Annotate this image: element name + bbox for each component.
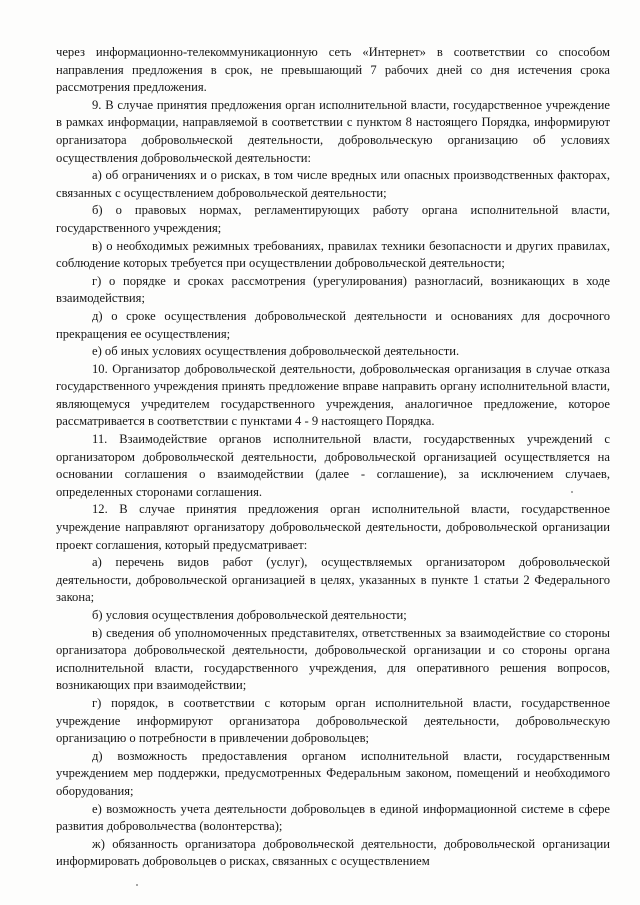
paragraph-9-g: г) о порядке и сроках рассмотрения (урегулирования) разногласий, возникающих в ходе взаимодействия; — [56, 273, 610, 306]
paragraph-12-g: г) порядок, в соответствии с которым орган исполнительной власти, государственное учреждение информируют организатора добровольческой деятельности, добровольческую организацию о потребности в привлечении добровольцев; — [56, 695, 610, 746]
paragraph-12-e: е) возможность учета деятельности добровольцев в единой информационной системе в сфере развития добровольчества (волонтерства); — [56, 801, 610, 834]
paragraph-9-d: д) о сроке осуществления добровольческой деятельности и основаниях для досрочного прекращения ее осуществления; — [56, 308, 610, 341]
paragraph-continuation: через информационно-телекоммуникационную сеть «Интернет» в соответствии со способом направления предложения в срок, не превышающий 7 рабочих дней со дня истечения срока рассмотрения предложения. — [56, 45, 610, 95]
paragraph-item-12: 12. В случае принятия предложения орган исполнительной власти, государственное учреждение направляют организатору добровольческой деятельности, добровольческой организации проект соглашения, который предусматривает: — [56, 502, 610, 552]
paragraph-12-d: д) возможность предоставления органом исполнительной власти, государственным учреждением мер поддержки, предусмотренных Федеральным законом, помещений и необходимого оборудования; — [56, 748, 610, 798]
scan-speck — [136, 884, 138, 886]
paragraph-12-a: а) перечень видов работ (услуг), осуществляемых организатором добровольческой деятельности, добровольческой организацией в целях, указанных в пункте 1 статьи 2 Федерального закона; — [56, 555, 610, 605]
paragraph-9-v: в) о необходимых режимных требованиях, правилах техники безопасности и других правилах, соблюдение которых требуется при осуществлении добровольческой деятельности; — [56, 238, 610, 271]
paragraph-9-b: б) о правовых нормах, регламентирующих работу органа исполнительной власти, государственного учреждения; — [56, 203, 610, 235]
paragraph-12-zh: ж) обязанность организатора добровольческой деятельности, добровольческой организации информировать добровольцев о рисках, связанных с осуществлением — [56, 836, 610, 869]
paragraph-item-10: 10. Организатор добровольческой деятельности, добровольческая организация в случае отказа государственного учреждения принять предложение вправе направить органу исполнительной власти, являющемуся учредителем государственного учреждения, аналогичное предложение, которое рассматривается в соответствии с пунктами 4 - 9 настоящего Порядка. — [56, 361, 610, 429]
paragraph-9-e: е) об иных условиях осуществления добровольческой деятельности. — [92, 344, 460, 359]
document-body — [56, 44, 610, 871]
paragraph-item-11: 11. Взаимодействие органов исполнительной власти, государственных учреждений с организатором добровольческой деятельности, добровольческой организацией осуществляется на основании соглашения о взаимодействии (далее - соглашение), за исключением случаев, определенных сторонами соглашения. — [56, 432, 610, 499]
paragraph-item-9: 9. В случае принятия предложения орган исполнительной власти, государственное учреждение в рамках информации, направляемой в соответствии с пунктом 8 настоящего Порядка, информируют организатора добровольческой деятельности, добровольческую организацию об условиях осуществления добровольческой деятельности: — [56, 97, 610, 165]
paragraph-9-a: а) об ограничениях и о рисках, в том числе вредных или опасных производственных факторах, связанных с осуществлением добровольческой деятельности; — [56, 168, 610, 200]
paragraph-12-v: в) сведения об уполномоченных представителях, ответственных за взаимодействие со стороны организатора добровольческой деятельности, добровольческой организации и со стороны органа исполнительной власти, государственного учреждения, для оперативного решения вопросов, возникающих при взаимодействии; — [56, 625, 610, 693]
paragraph-12-b: б) условия осуществления добровольческой деятельности; — [92, 608, 407, 622]
scan-speck — [571, 491, 573, 493]
